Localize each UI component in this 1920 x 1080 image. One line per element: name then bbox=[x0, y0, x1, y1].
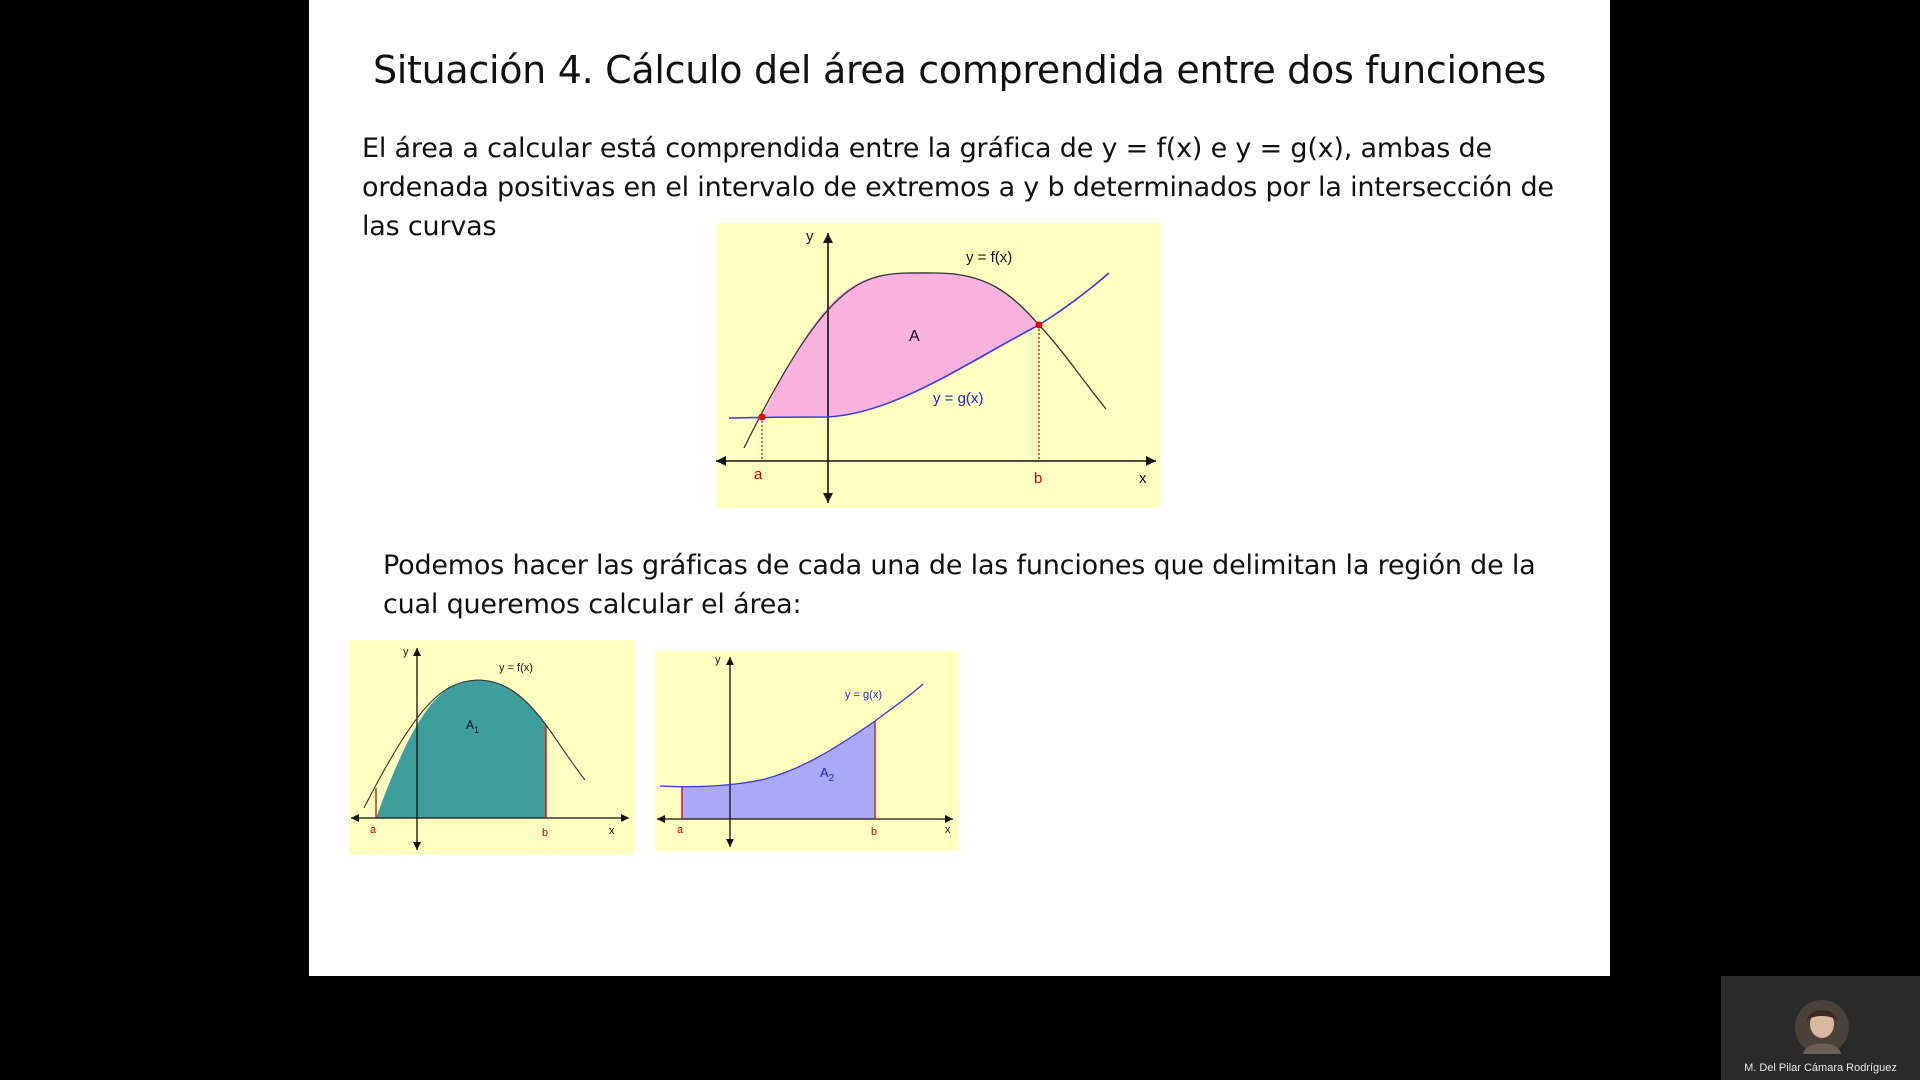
x-axis-label: x bbox=[609, 825, 615, 837]
x-axis-label: x bbox=[945, 824, 951, 836]
participant-name: M. Del Pilar Cámara Rodríguez bbox=[1744, 1062, 1897, 1074]
y-axis-label: y bbox=[806, 228, 814, 245]
person-avatar-icon bbox=[1795, 1000, 1849, 1054]
point-a-label: a bbox=[677, 824, 684, 836]
g-curve-label: y = g(x) bbox=[845, 689, 882, 701]
point-a-label: a bbox=[370, 824, 377, 836]
area-under-g-figure bbox=[655, 651, 959, 851]
second-paragraph: Podemos hacer las gráficas de cada una de las funciones que delimitan la región de la cual queremos calcular el área: bbox=[383, 550, 1536, 620]
point-b-label: b bbox=[542, 827, 549, 839]
area-between-curves-figure bbox=[716, 223, 1161, 508]
intro-paragraph: El área a calcular está comprendida entre la gráfica de y = f(x) e y = g(x), ambas de ordenada positivas en el intervalo de extremos a y b determinados por la intersección de las curvas bbox=[362, 133, 1554, 242]
presentation-slide bbox=[309, 0, 1610, 976]
y-axis-label: y bbox=[403, 646, 409, 658]
point-b-label: b bbox=[871, 826, 878, 838]
participant-video-tile[interactable] bbox=[1721, 976, 1920, 1080]
y-axis-label: y bbox=[715, 654, 721, 666]
f-curve-label: y = f(x) bbox=[499, 662, 533, 674]
slide-title: Situación 4. Cálculo del área comprendida entre dos funciones bbox=[372, 48, 1547, 92]
g-curve-label: y = g(x) bbox=[933, 390, 984, 407]
area-label: A bbox=[909, 328, 920, 345]
area-label: $A_1$ bbox=[466, 718, 480, 735]
x-axis-label: x bbox=[1139, 470, 1147, 487]
area-under-f-figure bbox=[349, 640, 635, 854]
point-b-label: b bbox=[1034, 470, 1043, 487]
area-label: $A_2$ bbox=[820, 765, 835, 784]
f-curve-label: y = f(x) bbox=[966, 249, 1013, 266]
point-a-label: a bbox=[754, 466, 763, 483]
